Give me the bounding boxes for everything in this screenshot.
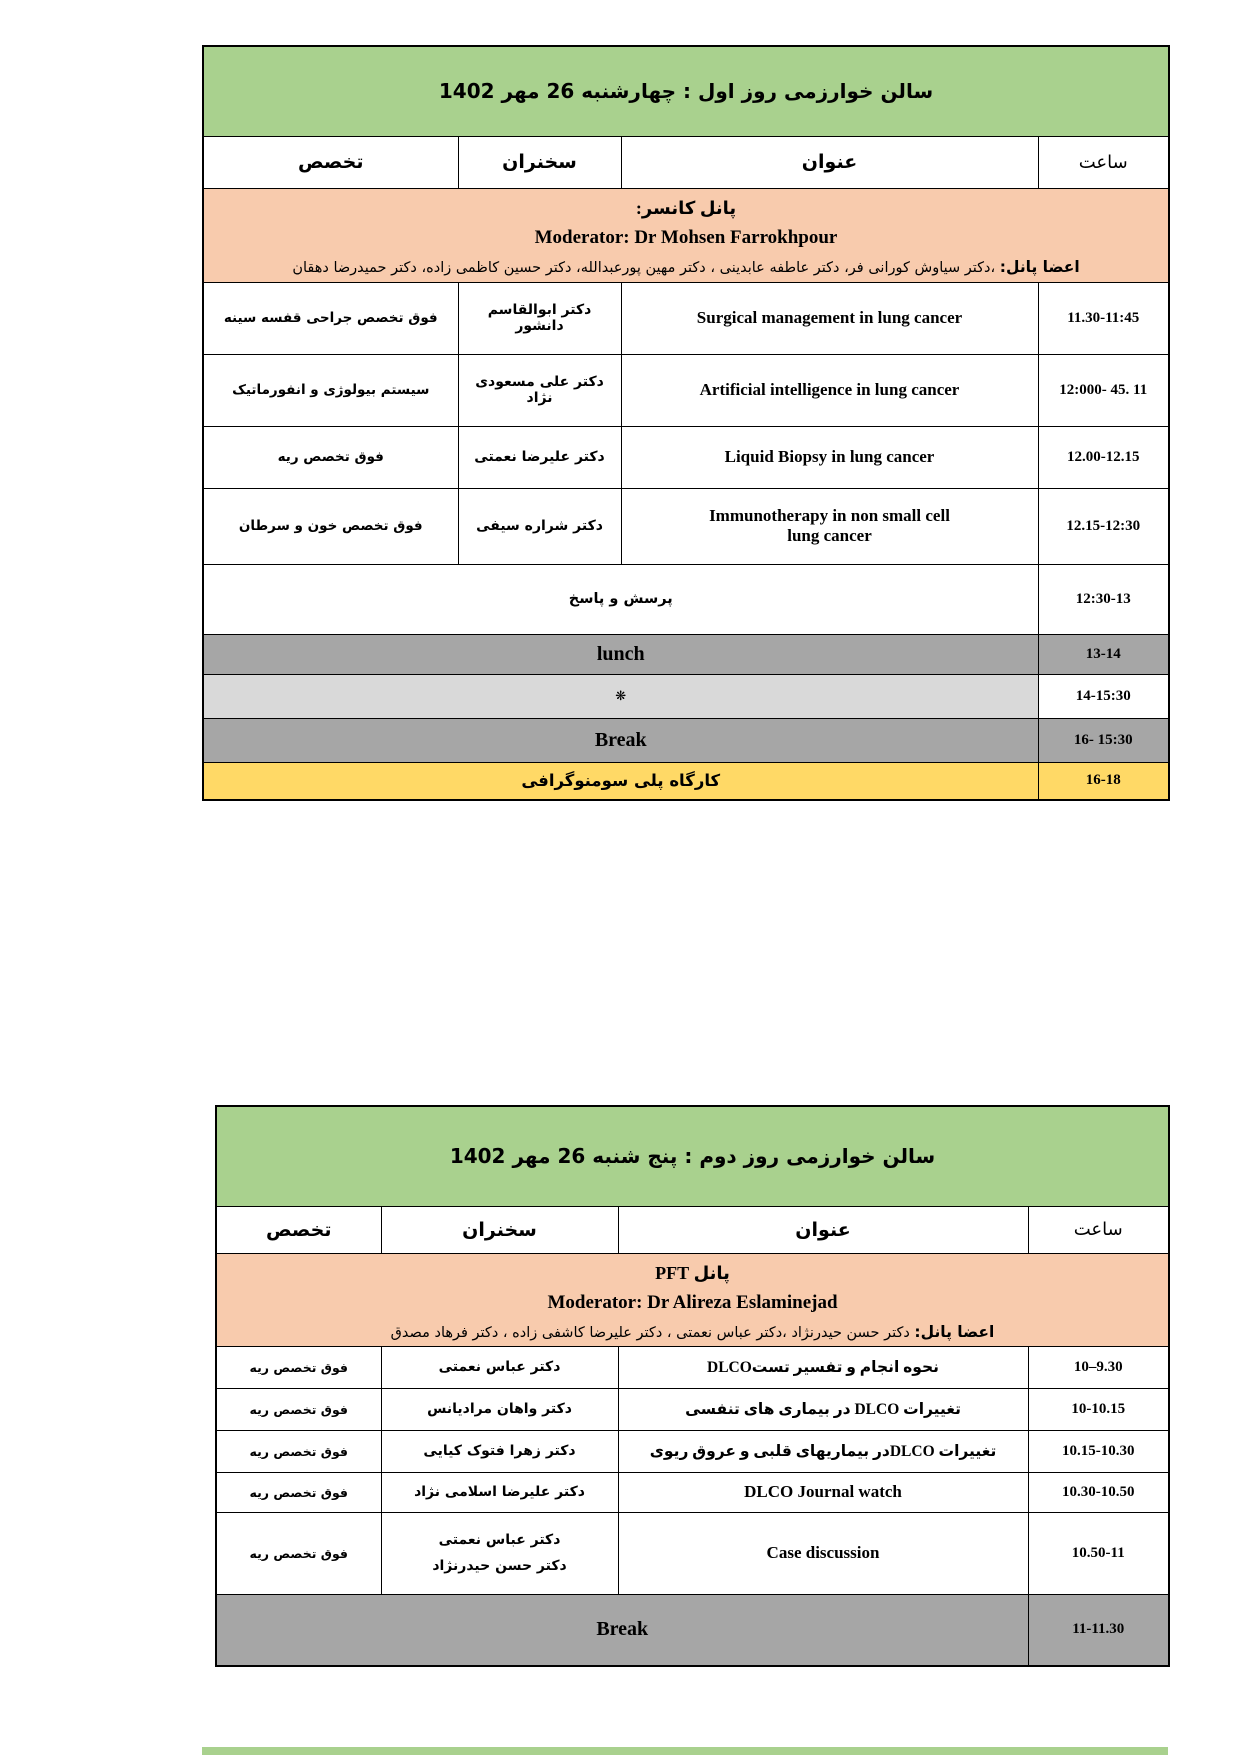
asterisk-symbol: ❋ [203,674,1038,718]
hall-title-row [203,46,1169,136]
time-cell: 12.00-12.15 [1038,426,1169,488]
column-header-row [216,1206,1169,1253]
topic-cell [621,488,1038,564]
specialty-cell: فوق تخصص ریه [216,1512,381,1594]
specialty-cell: فوق تخصص ریه [216,1430,381,1472]
panel-members-names: دکتر حسن حیدرنژاد ،دکتر عباس نعمتی ، دکتر علیرضا کاشفی زاده ، دکتر فرهاد مصدق [390,1324,915,1341]
break-row [203,718,1169,762]
speaker-cell: دکتر واهان مرادیانس [381,1388,618,1430]
topic-cell: نحوه انجام و تفسیر تستDLCO [618,1346,1028,1388]
speaker-line1: دکتر عباس نعمتی [438,1532,561,1548]
panel-members [222,1323,1163,1341]
time-cell: 11.30-11:45 [1038,282,1169,354]
speaker-cell [381,1512,618,1594]
topic-line2: lung cancer [787,526,872,545]
workshop-label: کارگاه پلی سومنوگرافی [203,762,1038,800]
topic-cell: Liquid Biopsy in lung cancer [621,426,1038,488]
panel-members-label: اعضا پانل: [999,258,1080,276]
speaker-cell: دکتر ابوالقاسم دانشور [458,282,621,354]
next-table-header-sliver [202,1747,1168,1755]
panel-moderator: Moderator: Dr Alireza Eslaminejad [547,1291,838,1313]
specialty-cell: فوق تخصص جراحی قفسه سینه [203,282,458,354]
col-header-topic: عنوان [618,1206,1028,1253]
col-header-specialty: تخصص [216,1206,381,1253]
panel-info-row [203,188,1169,282]
topic-cell: DLCO Journal watch [618,1472,1028,1512]
panel-info-row [216,1253,1169,1346]
time-cell: 11-11.30 [1028,1594,1169,1666]
break-row [216,1594,1169,1666]
speaker-cell: دکتر علیرضا نعمتی [458,426,621,488]
session-row [216,1512,1169,1594]
col-header-time: ساعت [1038,136,1169,188]
time-cell: 10.30-10.50 [1028,1472,1169,1512]
speaker-cell: دکتر زهرا فتوک کیایی [381,1430,618,1472]
time-cell: 16-18 [1038,762,1169,800]
panel-name: پانل PFT [655,1262,730,1283]
time-cell: 9.30–10 [1028,1346,1169,1388]
lunch-row [203,634,1169,674]
hall-title-day2: سالن خوارزمی روز دوم : پنج شنبه 26 مهر 1402 [216,1106,1169,1206]
session-row [203,282,1169,354]
schedule-table-day1 [202,45,1170,801]
panel-name: پانل کانسر: [635,198,737,218]
hall-title-day1: سالن خوارزمی روز اول : چهارشنبه 26 مهر 1402 [203,46,1169,136]
speaker-cell: دکتر شراره سیفی [458,488,621,564]
specialty-cell: فوق تخصص ریه [216,1388,381,1430]
poster-row [203,674,1169,718]
lunch-label: lunch [203,634,1038,674]
time-cell: 14-15:30 [1038,674,1169,718]
time-cell: 15:30 -16 [1038,718,1169,762]
break-label: Break [203,718,1038,762]
specialty-cell: فوق تخصص ریه [216,1346,381,1388]
speaker-cell: دکتر علی مسعودی نژاد [458,354,621,426]
session-row [216,1472,1169,1512]
col-header-topic: عنوان [621,136,1038,188]
time-cell: 10.15-10.30 [1028,1430,1169,1472]
specialty-cell: فوق تخصص ریه [203,426,458,488]
panel-members-names: ،دکتر سیاوش کورانی فر، دکتر عاطفه عابدینی ، دکتر مهین پورعبدالله، دکتر حسین کاظمی زاده، دکتر حمیدرضا دهقان [292,260,1000,276]
session-row [203,488,1169,564]
time-cell: 10.50-11 [1028,1512,1169,1594]
panel-moderator: Moderator: Dr Mohsen Farrokhpour [534,227,838,248]
speaker-line2: دکتر حسن حیدرنژاد [432,1558,567,1574]
session-row [203,354,1169,426]
topic-cell: تغییرات DLCOدر بیماریهای قلبی و عروق ریوی [618,1430,1028,1472]
time-cell: 12.15-12:30 [1038,488,1169,564]
topic-cell: Surgical management in lung cancer [621,282,1038,354]
col-header-time: ساعت [1028,1206,1169,1253]
qa-label: پرسش و پاسخ [203,564,1038,634]
qa-row [203,564,1169,634]
topic-cell: Artificial intelligence in lung cancer [621,354,1038,426]
hall-title-row [216,1106,1169,1206]
time-cell: 10-10.15 [1028,1388,1169,1430]
specialty-cell: فوق تخصص خون و سرطان [203,488,458,564]
col-header-specialty: تخصص [203,136,458,188]
col-header-speaker: سخنران [458,136,621,188]
speaker-cell: دکتر علیرضا اسلامی نژاد [381,1472,618,1512]
session-row [216,1388,1169,1430]
break-label: Break [216,1594,1028,1666]
specialty-cell: سیستم بیولوژی و انفورماتیک [203,354,458,426]
session-row [216,1346,1169,1388]
panel-members [209,258,1163,276]
schedule-table-day2 [215,1105,1170,1667]
panel-info-cell [203,188,1169,282]
topic-line1: Immunotherapy in non small cell [709,506,950,525]
column-header-row [203,136,1169,188]
session-row [216,1430,1169,1472]
panel-info-cell [216,1253,1169,1346]
time-cell: 13-14 [1038,634,1169,674]
speaker-cell: دکتر عباس نعمتی [381,1346,618,1388]
topic-cell: Case discussion [618,1512,1028,1594]
topic-cell: تغییرات DLCO در بیماری های تنفسی [618,1388,1028,1430]
workshop-row [203,762,1169,800]
session-row [203,426,1169,488]
time-cell: 12:30-13 [1038,564,1169,634]
panel-members-label: اعضا پانل: [914,1322,995,1341]
col-header-speaker: سخنران [381,1206,618,1253]
specialty-cell: فوق تخصص ریه [216,1472,381,1512]
time-cell: 11 .45 -12:000 [1038,354,1169,426]
